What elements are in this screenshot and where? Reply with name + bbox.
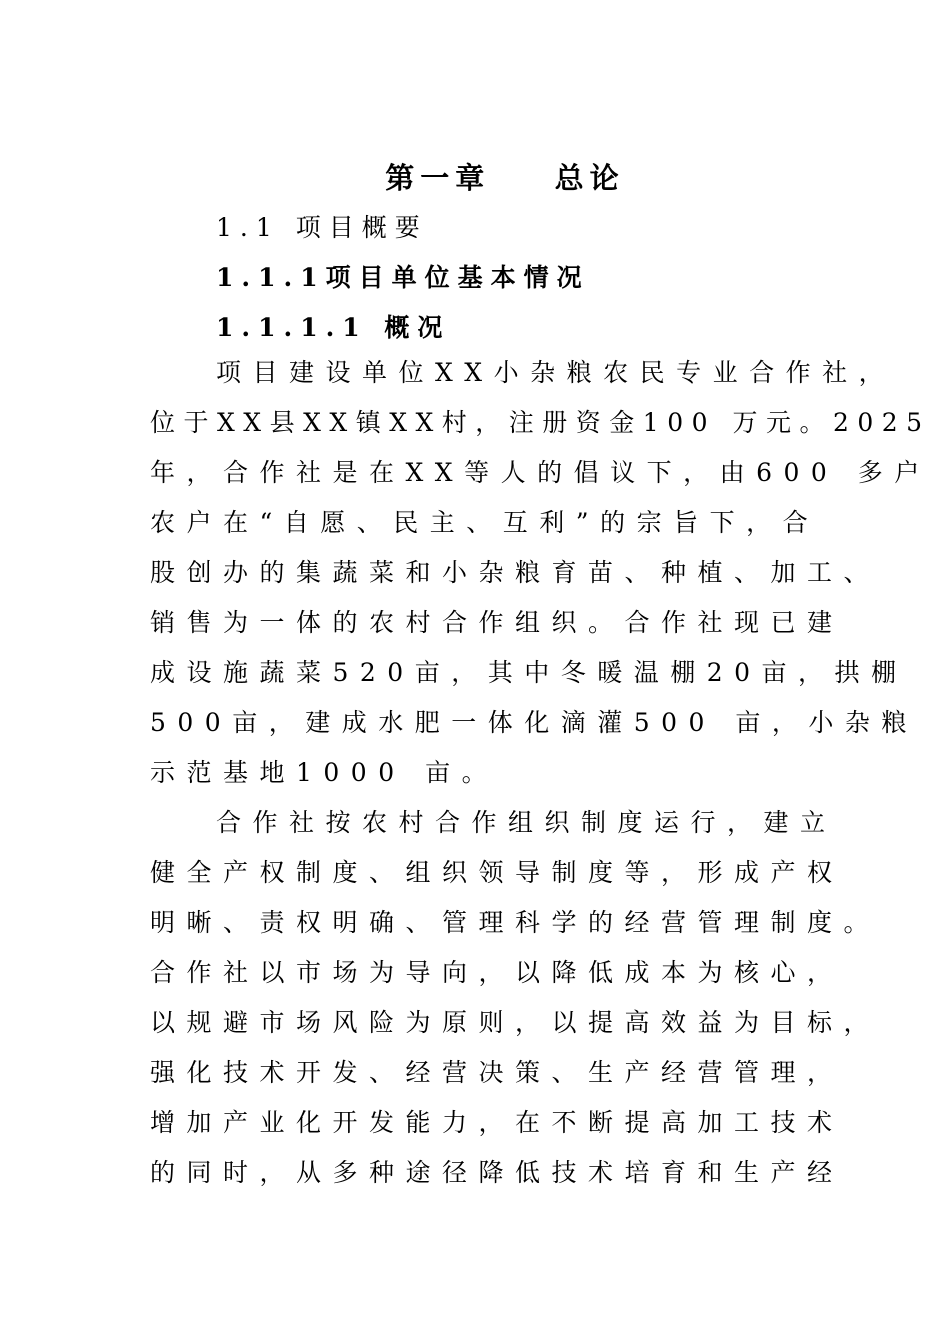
- paragraph-2-line: 明晰、责权明确、管理科学的经营管理制度。: [150, 908, 881, 937]
- paragraph-1-line: 500亩，建成水肥一体化滴灌500 亩，小杂粮: [150, 708, 918, 737]
- paragraph-1-line: 成设施蔬菜520亩，其中冬暖温棚20亩，拱棚: [150, 658, 908, 687]
- paragraph-1-line: 销售为一体的农村合作组织。合作社现已建: [150, 608, 844, 637]
- paragraph-1-line: 股创办的集蔬菜和小杂粮育苗、种植、加工、: [150, 558, 881, 587]
- paragraph-1-line: 年，合作社是在XX等人的倡议下，由600 多户: [150, 458, 931, 487]
- paragraph-1-line: 项目建设单位XX小杂粮农民专业合作社，: [216, 358, 896, 387]
- section-heading-1-1: 1.1 项目概要: [216, 213, 428, 242]
- section-heading-1-1-1: 1.1.1项目单位基本情况: [216, 263, 590, 292]
- paragraph-2-line: 强化技术开发、经营决策、生产经营管理，: [150, 1058, 844, 1087]
- paragraph-1-line: 农户在“自愿、民主、互利”的宗旨下，合: [150, 508, 820, 537]
- paragraph-2-line: 健全产权制度、组织领导制度等，形成产权: [150, 858, 844, 887]
- section-heading-1-1-1-1: 1.1.1.1 概况: [216, 313, 451, 342]
- chapter-title: 第一章 总论: [385, 161, 625, 195]
- paragraph-2-line: 合作社以市场为导向，以降低成本为核心，: [150, 958, 844, 987]
- paragraph-2-line: 以规避市场风险为原则，以提高效益为目标，: [150, 1008, 881, 1037]
- paragraph-2-line: 的同时，从多种途径降低技术培育和生产经: [150, 1158, 844, 1187]
- paragraph-1-line: 示范基地1000 亩。: [150, 758, 499, 787]
- paragraph-2-line: 增加产业化开发能力，在不断提高加工技术: [150, 1108, 844, 1137]
- paragraph-1-line: 位于XX县XX镇XX村，注册资金100 万元。2025: [150, 408, 931, 437]
- paragraph-2-line: 合作社按农村合作组织制度运行，建立: [216, 808, 837, 837]
